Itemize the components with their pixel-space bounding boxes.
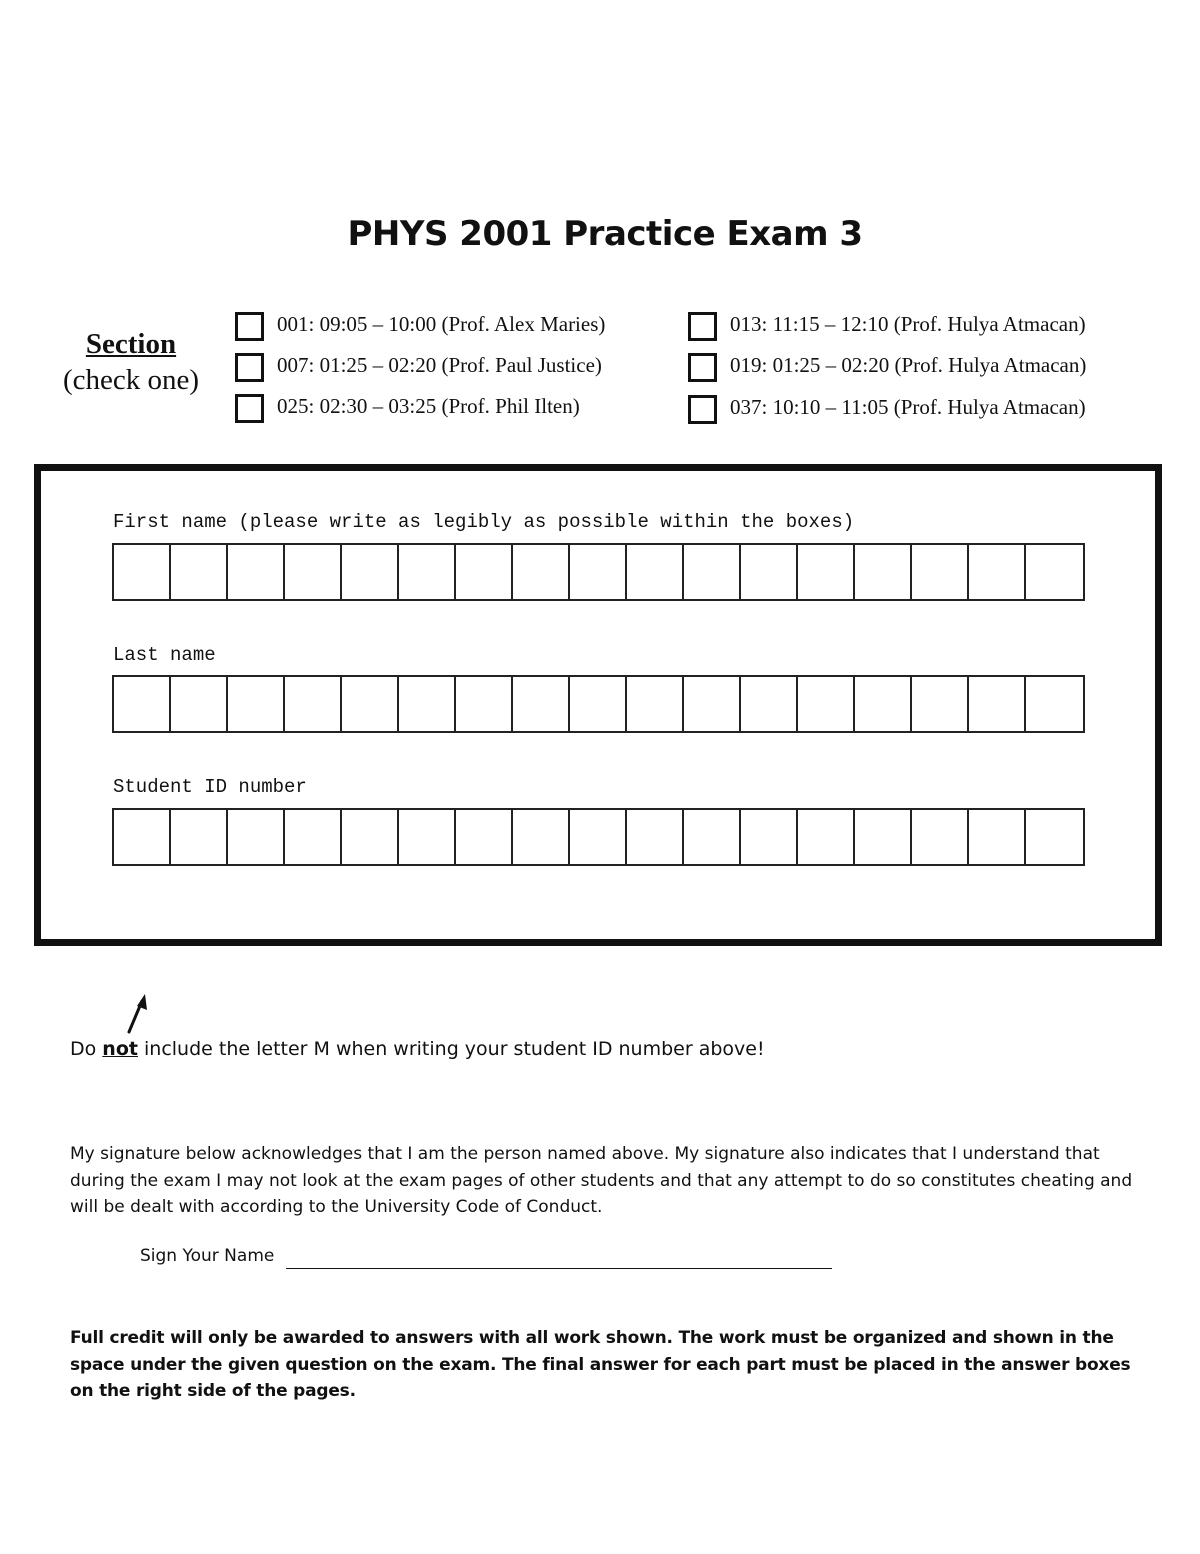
- note-before: Do: [70, 1038, 103, 1060]
- letter-box[interactable]: [912, 545, 969, 599]
- section-heading: Section: [85, 328, 177, 360]
- digit-box[interactable]: [342, 810, 399, 864]
- digit-box[interactable]: [456, 810, 513, 864]
- section-subheading: (check one): [62, 364, 200, 396]
- letter-box[interactable]: [912, 677, 969, 731]
- letter-box[interactable]: [798, 545, 855, 599]
- letter-box[interactable]: [969, 545, 1026, 599]
- letter-box[interactable]: [171, 677, 228, 731]
- digit-box[interactable]: [228, 810, 285, 864]
- letter-box[interactable]: [228, 677, 285, 731]
- digit-box[interactable]: [171, 810, 228, 864]
- letter-box[interactable]: [342, 545, 399, 599]
- digit-box[interactable]: [684, 810, 741, 864]
- acknowledgement-paragraph: My signature below acknowledges that I am the person named above. My signature also indicates that I understand that during the exam I may not look at the exam pages of other students and that any attempt to do so constitutes cheating and will be dealt with according to the University Code of Conduct.: [70, 1144, 1133, 1217]
- section-label: [50, 326, 212, 398]
- letter-box[interactable]: [684, 677, 741, 731]
- signature-label: Sign Your Name: [140, 1246, 275, 1266]
- digit-box[interactable]: [399, 810, 456, 864]
- letter-box[interactable]: [228, 545, 285, 599]
- digit-box[interactable]: [570, 810, 627, 864]
- section-checkbox[interactable]: [688, 353, 717, 382]
- section-option-label: 025: 02:30 – 03:25 (Prof. Phil Ilten): [277, 394, 580, 418]
- letter-box[interactable]: [741, 677, 798, 731]
- first-name-label: First name (please write as legibly as possible within the boxes): [113, 511, 855, 533]
- letter-box[interactable]: [114, 545, 171, 599]
- letter-box[interactable]: [855, 545, 912, 599]
- letter-box[interactable]: [114, 677, 171, 731]
- signature-line[interactable]: [286, 1267, 832, 1269]
- section-checkbox[interactable]: [235, 394, 264, 423]
- letter-box[interactable]: [570, 677, 627, 731]
- letter-box[interactable]: [798, 677, 855, 731]
- student-id-note: [70, 1038, 765, 1060]
- letter-box[interactable]: [1026, 677, 1083, 731]
- digit-box[interactable]: [798, 810, 855, 864]
- letter-box[interactable]: [513, 677, 570, 731]
- credit-notice: Full credit will only be awarded to answers with all work shown. The work must be organized and shown in the space under the given question on the exam. The final answer for each part must be placed in the answer boxes on the right side of the pages.: [70, 1328, 1131, 1401]
- digit-box[interactable]: [969, 810, 1026, 864]
- section-option-label: 019: 01:25 – 02:20 (Prof. Hulya Atmacan): [730, 353, 1087, 377]
- section-option-label: 037: 10:10 – 11:05 (Prof. Hulya Atmacan): [730, 395, 1086, 419]
- letter-box[interactable]: [684, 545, 741, 599]
- letter-box[interactable]: [456, 677, 513, 731]
- last-name-boxes[interactable]: [112, 675, 1085, 733]
- letter-box[interactable]: [513, 545, 570, 599]
- letter-box[interactable]: [456, 545, 513, 599]
- student-id-label: Student ID number: [113, 776, 307, 798]
- letter-box[interactable]: [342, 677, 399, 731]
- section-option-label: 007: 01:25 – 02:20 (Prof. Paul Justice): [277, 353, 602, 377]
- last-name-label: Last name: [113, 644, 216, 666]
- letter-box[interactable]: [855, 677, 912, 731]
- letter-box[interactable]: [285, 545, 342, 599]
- section-checkbox[interactable]: [235, 353, 264, 382]
- letter-box[interactable]: [570, 545, 627, 599]
- section-checkbox[interactable]: [688, 312, 717, 341]
- letter-box[interactable]: [1026, 545, 1083, 599]
- letter-box[interactable]: [627, 677, 684, 731]
- note-after: include the letter M when writing your student ID number above!: [137, 1038, 765, 1060]
- letter-box[interactable]: [171, 545, 228, 599]
- section-checkbox[interactable]: [235, 312, 264, 341]
- digit-box[interactable]: [114, 810, 171, 864]
- letter-box[interactable]: [741, 545, 798, 599]
- section-option-label: 001: 09:05 – 10:00 (Prof. Alex Maries): [277, 312, 606, 336]
- section-option-label: 013: 11:15 – 12:10 (Prof. Hulya Atmacan): [730, 312, 1086, 336]
- digit-box[interactable]: [285, 810, 342, 864]
- note-emphasis: not: [102, 1038, 138, 1060]
- arrow-up-icon: [120, 992, 156, 1036]
- letter-box[interactable]: [627, 545, 684, 599]
- digit-box[interactable]: [1026, 810, 1083, 864]
- letter-box[interactable]: [399, 545, 456, 599]
- section-checkbox[interactable]: [688, 395, 717, 424]
- exam-title: PHYS 2001 Practice Exam 3: [347, 214, 863, 254]
- letter-box[interactable]: [285, 677, 342, 731]
- digit-box[interactable]: [912, 810, 969, 864]
- letter-box[interactable]: [399, 677, 456, 731]
- student-id-boxes[interactable]: [112, 808, 1085, 866]
- digit-box[interactable]: [513, 810, 570, 864]
- letter-box[interactable]: [969, 677, 1026, 731]
- digit-box[interactable]: [627, 810, 684, 864]
- digit-box[interactable]: [741, 810, 798, 864]
- digit-box[interactable]: [855, 810, 912, 864]
- first-name-boxes[interactable]: [112, 543, 1085, 601]
